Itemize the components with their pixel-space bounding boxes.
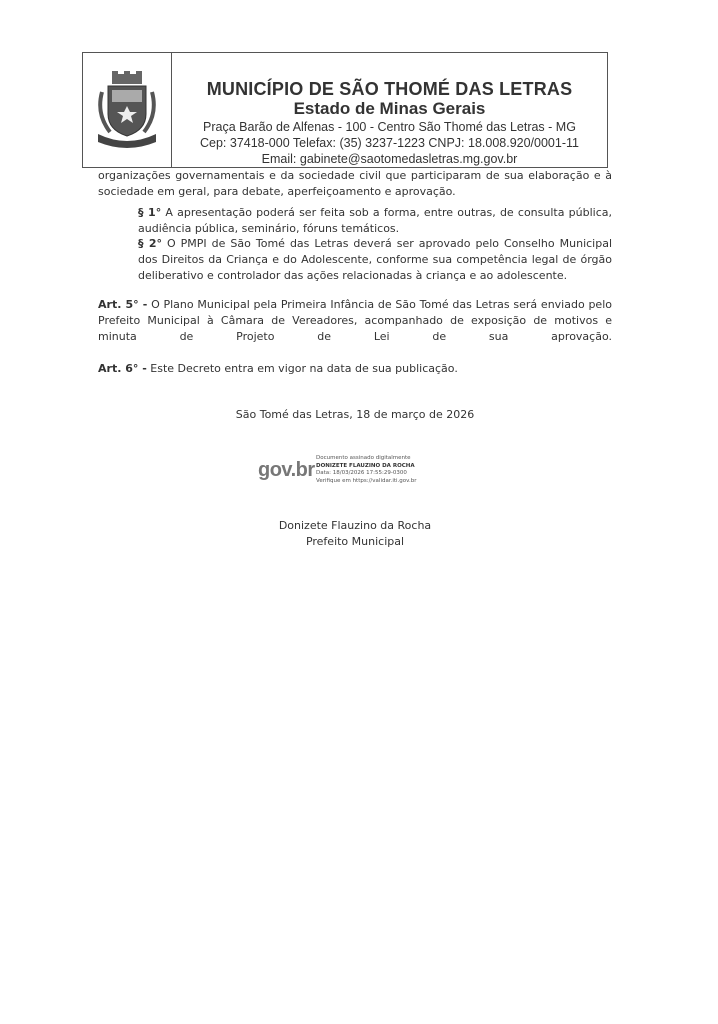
letterhead	[82, 52, 608, 168]
govbr-logo: gov.br	[258, 458, 315, 481]
paragraph-section-2	[138, 236, 612, 284]
signature-verify: Verifique em https://validar.iti.gov.br	[316, 477, 417, 484]
place-and-date: São Tomé das Letras, 18 de março de 2026	[235, 408, 475, 421]
section-1-text: A apresentação poderá ser feita sob a forma, entre outras, de consulta pública, audiência pública, seminário, fóruns temáticos.	[138, 206, 612, 235]
contact-line: Cep: 37418-000 Telefax: (35) 3237-1223 CNPJ: 18.008.920/0001-11	[200, 136, 579, 150]
municipality-title: MUNICÍPIO DE SÃO THOMÉ DAS LETRAS	[206, 79, 573, 99]
signature-name: DONIZETE FLAUZINO DA ROCHA	[316, 462, 415, 469]
digital-signature-stamp	[258, 448, 458, 492]
article-6-text: Este Decreto entra em vigor na data de sua publicação.	[146, 362, 458, 375]
letterhead-text	[172, 53, 607, 167]
article-6-label: Art. 6° -	[98, 362, 147, 375]
signature-info	[316, 455, 416, 485]
article-6	[98, 361, 612, 377]
address-line: Praça Barão de Alfenas - 100 - Centro São Thomé das Letras - MG	[203, 120, 576, 134]
paragraph-section-1	[98, 205, 612, 237]
paragraph-continuation: organizações governamentais e da sociedade civil que participaram de sua elaboração e à sociedade em geral, para debate, aperfeiçoamento e aprovação.	[98, 169, 612, 198]
coat-of-arms-icon	[92, 70, 162, 150]
logo-cell	[83, 53, 172, 167]
section-2-label: § 2°	[138, 237, 162, 250]
signature-caption: Documento assinado digitalmente	[316, 455, 411, 461]
article-5-text: O Plano Municipal pela Primeira Infância de São Tomé das Letras será enviado pelo Prefeito Municipal à Câmara de Vereadores, acompanhado de exposição de motivos e minuta de Projeto de Lei de sua aprovação.	[98, 298, 612, 343]
article-5-label: Art. 5° -	[98, 298, 148, 311]
state-name: Estado de Minas Gerais	[293, 99, 486, 118]
email-line: Email: gabinete@saotomedasletras.mg.gov.br	[261, 152, 518, 166]
section-1-label: § 1°	[138, 206, 162, 219]
signer-name: Donizete Flauzino da Rocha	[278, 519, 432, 532]
section-2-text: O PMPI de São Tomé das Letras deverá ser aprovado pelo Conselho Municipal dos Direitos da Criança e do Adolescente, conforme sua competência legal de órgão deliberativo e controlador das ações relacionadas à criança e ao adolescente.	[138, 237, 613, 282]
signer-role: Prefeito Municipal	[305, 535, 405, 548]
signature-date: Data: 18/03/2026 17:55:29-0300	[316, 470, 407, 476]
article-5	[98, 297, 612, 345]
